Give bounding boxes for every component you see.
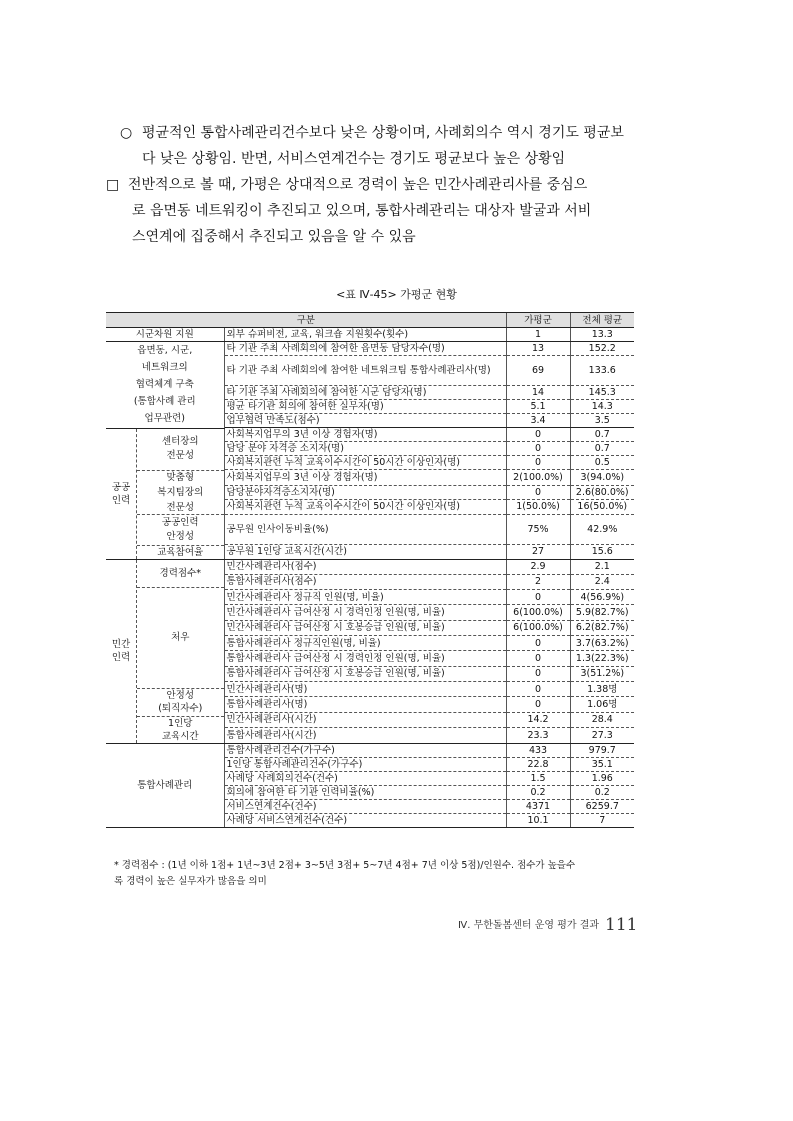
paragraph-2-line-3: 스연계에 집중해서 추진되고 있음을 알 수 있음 bbox=[132, 229, 416, 245]
paragraph-2-line-1: □ 전반적으로 볼 때, 가평은 상대적으로 경력이 높은 민간사례관리사를 중심으 bbox=[106, 174, 587, 196]
section-label-eup: 읍면동, 시군, 네트워크의 협력체계 구축 (통합사례 관리 업무관련) bbox=[106, 342, 224, 429]
table-row: 사회복지업무의 3년 이상 경험자(명) 2(100.0%) 3(94.0%) bbox=[106, 470, 634, 485]
sub-label-per-time: 1인당 교육시간 bbox=[161, 717, 199, 742]
table-caption: <표 Ⅳ-45> 가평군 현황 bbox=[336, 288, 457, 301]
sub-label-career: 경력점수* bbox=[137, 560, 224, 588]
chapter-title: Ⅳ. 무한돌봄센터 운영 평가 결과 bbox=[458, 920, 600, 931]
table-row: 통합사례관리사 급여산정 시 경력인정 인원(명, 비율) 0 1.3(22.3%) bbox=[106, 651, 634, 666]
section-label-private: 민간 인력 경력점수* 처우 안정성 (퇴직자수) 1인당 교육시간 bbox=[106, 559, 224, 743]
paragraph-1-line-1: ○ 평균적인 통합사례관리건수보다 낮은 상황이며, 사례회의수 역시 경기도 평균보 bbox=[120, 122, 624, 144]
table-row: 민간사례관리사(시간) 14.2 28.4 bbox=[106, 712, 634, 727]
table-row: 사례당 사례회의건수(건수) 1.5 1.96 bbox=[106, 771, 634, 785]
table-row: 담당 분야 자격증 소지자(명) 0 0.7 bbox=[106, 442, 634, 456]
table-row: 타 기관 주최 사례회의에 참여한 시군 담당자(명) 14 145.3 bbox=[106, 386, 634, 400]
table-row: 담당분야자격증소지자(명) 0 2.6(80.0%) bbox=[106, 485, 634, 499]
table-footnote: * 경력점수 : (1년 이하 1점+ 1년~3년 2점+ 3~5년 3점+ 5~7년 4점+ 7년 이상 5점)/인원수. 점수가 높을수 록 경력이 높은 실무자가 많음을 의미 bbox=[114, 860, 576, 887]
sub-label-stability-retire: 안정성 (퇴직자수) bbox=[137, 689, 224, 717]
section-label-public: 공공 인력 센터장의 전문성 맞춤형 복지팀장의 전문성 공공인력 안정성 교육참여율 bbox=[106, 428, 224, 559]
table-row: 공무원 인사이동비율(%) 75% 42.9% bbox=[106, 514, 634, 544]
table-header-row bbox=[106, 313, 634, 328]
table-row: 사회복지관련 누적 교육이수시간이 50시간 이상인자(명) 1(50.0%) 16(50.0%) bbox=[106, 499, 634, 514]
table-row: 사회복지관련 누적 교육이수시간이 50시간 이상인자(명) 0 0.5 bbox=[106, 456, 634, 470]
status-table bbox=[106, 312, 634, 828]
paragraph-2-line-2: 로 읍면동 네트워킹이 추진되고 있으며, 통합사례관리는 대상자 발굴과 서비 bbox=[132, 203, 592, 219]
table-row: 민간사례관리사(명) 0 1.38명 bbox=[106, 682, 634, 697]
table-row: 공공 인력 센터장의 전문성 맞춤형 복지팀장의 전문성 공공인력 안정성 교육참여율 사회복지업무의 3년 이상 경험자(명) 0 0.7 bbox=[106, 428, 634, 442]
section-label-integrated: 통합사례관리 bbox=[106, 743, 224, 827]
table-row: 민간사례관리사 급여산정 시 호봉승급 인원(명, 비율) 6(100.0%) 6.2(82.7%) bbox=[106, 620, 634, 635]
page-number: 111 bbox=[605, 915, 638, 935]
table-row: 평균 타기관 회의에 참여한 실무자(명) 5.1 14.3 bbox=[106, 400, 634, 414]
sub-label-stability: 공공인력 안정성 bbox=[137, 515, 224, 546]
sub-label-edu: 교육참여율 bbox=[157, 546, 204, 558]
table-row: 회의에 참여한 타 기관 인력비율(%) 0.2 0.2 bbox=[106, 785, 634, 799]
table-row: 민간사례관리사 급여산정 시 경력인정 인원(명, 비율) 6(100.0%) 5.9(82.7%) bbox=[106, 605, 634, 620]
table-row: 통합사례관리사(시간) 23.3 27.3 bbox=[106, 728, 634, 743]
table-row: 시군차원 지원 외부 슈퍼비전, 교육, 워크숍 지원횟수(횟수) 1 13.3 bbox=[106, 328, 634, 342]
circle-bullet: ○ bbox=[120, 125, 133, 141]
table-row: 민간 인력 경력점수* 처우 안정성 (퇴직자수) 1인당 교육시간 민간사례관리사(점수) 2.9 2.1 bbox=[106, 559, 634, 574]
table-row: 서비스연계건수(건수) 4371 6259.7 bbox=[106, 799, 634, 813]
sub-label-center: 센터장의 전문성 bbox=[137, 429, 224, 471]
table-row: 사례당 서비스연계건수(건수) 10.1 7 bbox=[106, 813, 634, 827]
table-row: 업무협력 만족도(점수) 3.4 3.5 bbox=[106, 414, 634, 428]
section-label-sigun: 시군차원 지원 bbox=[106, 328, 224, 342]
table-row: 민간사례관리사 정규직 인원(명, 비율) 0 4(56.9%) bbox=[106, 590, 634, 605]
sub-label-treat: 처우 bbox=[137, 588, 224, 689]
header-category: 구분 bbox=[106, 313, 506, 328]
table-row: 1인당 통합사례관리건수(가구수) 22.8 35.1 bbox=[106, 757, 634, 771]
sub-label-team: 맞춤형 복지팀장의 전문성 bbox=[137, 471, 224, 515]
table-row: 통합사례관리사 급여산정 시 호봉승급 인원(명, 비율) 0 3(51.2%) bbox=[106, 666, 634, 681]
table-row: 타 기관 주최 사례회의에 참여한 네트워크팀 통합사례관리사(명) 69 133.6 bbox=[106, 356, 634, 386]
paragraph-1-line-2: 다 낮은 상황임. 반면, 서비스연계건수는 경기도 평균보다 높은 상황임 bbox=[142, 151, 566, 167]
table-row: 통합사례관리사(명) 0 1.06명 bbox=[106, 697, 634, 712]
square-bullet: □ bbox=[106, 177, 120, 193]
header-average: 전체 평균 bbox=[570, 313, 634, 328]
table-row: 읍면동, 시군, 네트워크의 협력체계 구축 (통합사례 관리 업무관련) 타 기관 주최 사례회의에 참여한 읍면동 담당자수(명) 13 152.2 bbox=[106, 342, 634, 356]
table-row: 통합사례관리사(점수) 2 2.4 bbox=[106, 574, 634, 589]
table-row: 통합사례관리 통합사례관리건수(가구수) 433 979.7 bbox=[106, 743, 634, 757]
table-row: 공무원 1인당 교육시간(시간) 27 15.6 bbox=[106, 545, 634, 559]
table-row: 통합사례관리사 정규직인원(명, 비율) 0 3.7(63.2%) bbox=[106, 636, 634, 651]
header-gapyeong: 가평군 bbox=[506, 313, 570, 328]
page-footer bbox=[458, 915, 638, 935]
